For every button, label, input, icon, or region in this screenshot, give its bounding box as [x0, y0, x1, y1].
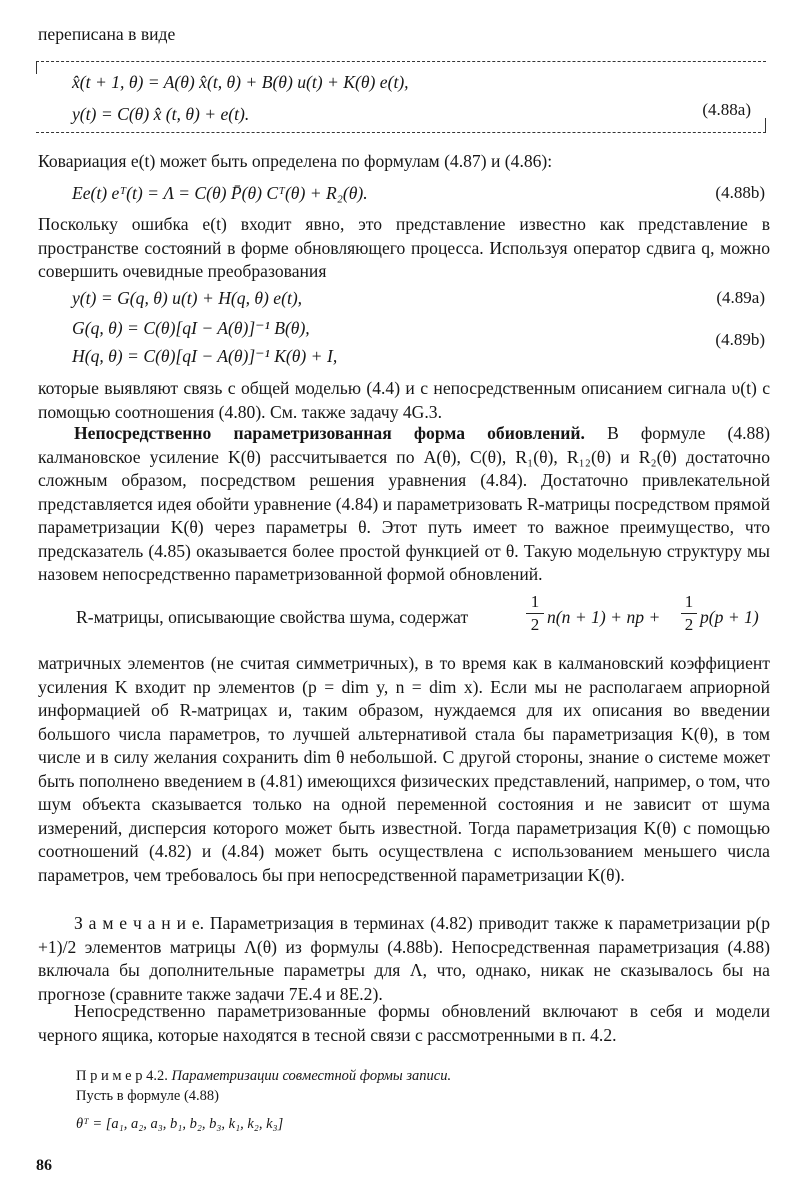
paragraph-matrix-elements: матричных элементов (не считая симметричных), в то время как в калмановский коэффициент усиления K входит np элементов (p = dim y, n = dim x). Если мы не располагаем априорной информацией об R-матрицах и, таким образом, нуждаемся для их описания во введении большого числа параметров, то лучшей альтернативой стала бы параметризация K(θ), в том числе и в силу желания сохранить dim θ небольшой. С другой стороны, знание о системе может быть пополнено введением в (4.81) имеющихся физических представлений, например, о том, что шум объекта сказывается только на одной переменной состояния и не зависит от шума измерений, дисперсия которого может быть известной. Тогда параметризация K(θ) с помощью соотношений (4.82) и (4.84) может быть осуществлена с использованием меньшего числа параметров, чем требовалось бы при непосредственной параметризации K(θ). [38, 653, 770, 885]
fraction-2-bar [681, 613, 697, 614]
equation-4-88a-line2: y(t) = C(θ) x̂ (t, θ) + e(t). [72, 104, 250, 124]
equation-4-89b-line2: H(q, θ) = C(θ)[qI − A(θ)]⁻¹ K(θ) + I, [72, 346, 338, 366]
covariance-line: Ковариация e(t) может быть определена по формулам (4.87) и (4.86): [38, 151, 553, 171]
example-label: П р и м е р 4.2. [76, 1068, 168, 1084]
fraction-1-denominator: 2 [530, 615, 540, 634]
paragraph-remark [38, 912, 770, 1006]
example-equation: θᵀ = [a₁, a₂, a₃, b₁, b₂, b₃, k₁, k₂, k₃] [76, 1116, 284, 1132]
remark-body: Параметризация в терминах (4.82) приводит также к параметризации p(p +1)/2 элементов матрицы Λ(θ) из формулы (4.88b). Непосредственная параметризация (4.88) включала бы дополнительные параметры для Λ, что, однако, никак не сказывалось бы на прогнозе (сравните также задачи 7E.4 и 8E.2). [38, 913, 771, 1004]
paragraph-direct-parametrization [38, 422, 770, 587]
example-line: Пусть в формуле (4.88) [76, 1088, 219, 1104]
fraction-2-denominator: 2 [684, 615, 694, 634]
fraction-1-numerator: 1 [530, 592, 540, 611]
example-heading [76, 1068, 451, 1085]
equation-number-4-89b: (4.89b) [715, 330, 765, 349]
fraction-2-numerator: 1 [684, 592, 694, 611]
r-matrix-end: p(p + 1) [700, 607, 759, 627]
equation-4-88b: Ee(t) eᵀ(t) = Λ = C(θ) P̄(θ) Cᵀ(θ) + R₂(θ). [72, 183, 368, 203]
section-heading: Непосредственно параметризованная форма обиовлений. [74, 423, 585, 443]
equation-4-89a: y(t) = G(q, θ) u(t) + H(q, θ) e(t), [72, 288, 303, 308]
paragraph-innovations-form: Поскольку ошибка e(t) входит явно, это представление известно как представление в пространстве состояний в форме обновляющего процесса. Используя оператор сдвига q, можно совершить очевидные преобразования [38, 214, 770, 281]
fraction-1-bar [526, 613, 544, 614]
paragraph-black-box: Непосредственно параметризованные формы обновлений включают в себя и модели черного ящика, которые находятся в тесной связи с рассмотренными в п. 4.2. [38, 1001, 770, 1045]
intro-line: переписана в виде [38, 24, 176, 44]
equation-number-4-88a: (4.88a) [702, 100, 751, 119]
fraction-half-2 [681, 592, 697, 635]
equation-4-88a-line1: x̂(t + 1, θ) = A(θ) x̂(t, θ) + B(θ) u(t) + K(θ) e(t), [72, 72, 409, 92]
equation-number-4-88b: (4.88b) [715, 183, 765, 202]
equation-number-4-89a: (4.89a) [716, 288, 765, 307]
r-matrix-lead: R-матрицы, описывающие свойства шума, содержат [76, 607, 469, 627]
equation-4-89b-line1: G(q, θ) = C(θ)[qI − A(θ)]⁻¹ B(θ), [72, 318, 310, 338]
fraction-half-1 [526, 592, 544, 635]
r-matrix-mid: n(n + 1) + np + [547, 607, 661, 627]
section-body: В формуле (4.88) калмановское усиление K(θ) рассчитывается по A(θ), C(θ), R₁(θ), R₁₂(θ) и R₂(θ) достаточно сложным образом, посредством решения уравнения (4.84). Достаточно привлекательной представляется идея обойти уравнение (4.84) и параметризовать R-матрицы посредством прямой параметризации K(θ) через параметры θ. Этот путь имеет то важное преимущество, что предсказатель (4.85) оказывается более простой функцией от θ. Такую модельную структуру мы назовем непосредственно параметризованной формой обновлений. [38, 423, 770, 584]
remark-label: З а м е ч а н и е. [74, 913, 205, 933]
example-title: Параметризации совместной формы записи. [171, 1068, 452, 1084]
paragraph-general-model: которые выявляют связь с общей моделью (4.4) и с непосредственным описанием сигнала υ(t) с помощью соотношения (4.80). См. также задачу 4G.3. [38, 378, 770, 422]
page-number: 86 [36, 1157, 52, 1174]
